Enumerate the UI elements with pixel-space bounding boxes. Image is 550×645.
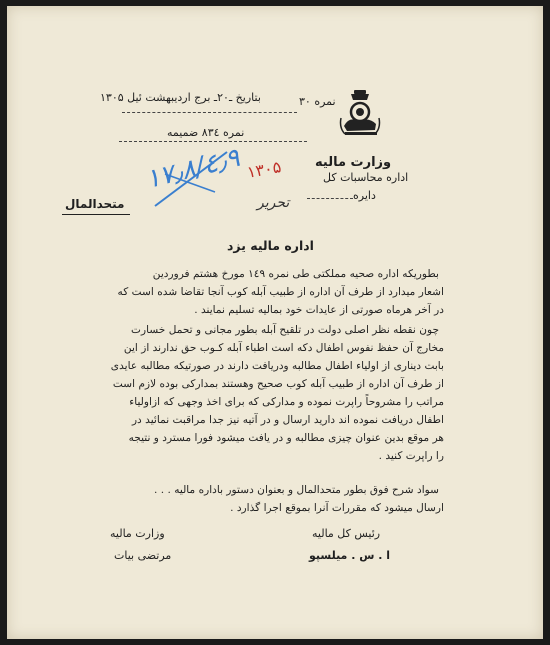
signature-left-name: مرتضی بیات — [114, 549, 172, 562]
addressee-heading: اداره مالیه یزد — [227, 238, 314, 253]
paper-edge-shading — [7, 6, 543, 639]
circular-underline — [62, 214, 130, 215]
draft-stamp: تحریر — [257, 195, 290, 211]
blue-strike-mark-icon — [145, 144, 235, 214]
body-line: هر موقع بدین عنوان چیزی مطالبه و در یافت میشود فورا مسترد و نتیجه — [128, 432, 444, 444]
letter-number: نمره ۳۰ — [299, 95, 336, 108]
body-line: در آخر هرماه صورتی از عایدات خود بمالیه تسلیم نمایند . — [194, 304, 444, 316]
body-line: بطوریکه اداره صحیه مملکتی طی نمره ۱٤۹ مورخ هشتم فروردین — [152, 268, 439, 280]
body-line: بابت دیناری از اولیاء اطفال مطالبه ودریافت دارند در صورتیکه مطالبه عایدی — [110, 360, 444, 372]
signature-left-title: وزارت مالیه — [110, 527, 165, 540]
document-page — [7, 6, 543, 639]
office-name: اداره محاسبات کل — [323, 171, 409, 184]
date-rule — [122, 112, 297, 113]
department-label: دایره — [353, 189, 376, 202]
body-line: را راپرت کنید . — [378, 450, 444, 462]
body-line: اطفال دریافت نموده اند دارید ارسال و در آتیه نیز جدا مراقبت نمائید در — [131, 414, 444, 426]
letter-date: بتاریخ ـ۲۰ـ برج اردیبهشت ئیل ۱۳۰۵ — [100, 91, 261, 104]
letter-reference-number: نمره ۸۳٤ ضمیمه — [167, 126, 245, 139]
body-line: از طرف آن اداره از طبیب آبله کوب صحیح وهستند بمدارکی بوده لازم است — [112, 378, 444, 390]
lion-and-sun-emblem-icon — [339, 88, 381, 140]
circular-label: متحدالمال — [65, 197, 125, 211]
blue-handwritten-note: ٤٫٩/۱۷٫۸ — [142, 142, 243, 196]
red-handwritten-note: ۱۳۰۵ — [245, 157, 283, 182]
ministry-title: وزارت مالیه — [315, 155, 392, 170]
body-line: مخارج آن حفظ نفوس اطفال دکه است اطباء آبله کـوب حق ندارند از این — [123, 342, 444, 354]
number-rule — [119, 141, 307, 142]
body-line: ارسال میشود که مقررات آنرا بموقع اجرا گذارد . — [230, 502, 444, 514]
body-line: سواد شرح فوق بطور متحدالمال و بعنوان دستور باداره مالیه . . . — [153, 484, 439, 496]
body-line: چون نقطه نظر اصلی دولت در تلقیح آبله بطور مجانی و تحمل خسارت — [131, 324, 439, 336]
department-rule — [307, 198, 353, 199]
body-line: مراتب را مشروحاً راپرت نموده و مدارکی که برای اخذ وجهی که ازاولیاء — [129, 396, 444, 408]
signature-right-name: ا . س . میلسپو — [309, 549, 390, 562]
signature-right-title: رئیس کل مالیه — [312, 527, 381, 540]
body-line: اشعار میدارد از طرف آن اداره از طبیب آبله کوب آنجا تقاضا شده است که — [117, 286, 444, 298]
